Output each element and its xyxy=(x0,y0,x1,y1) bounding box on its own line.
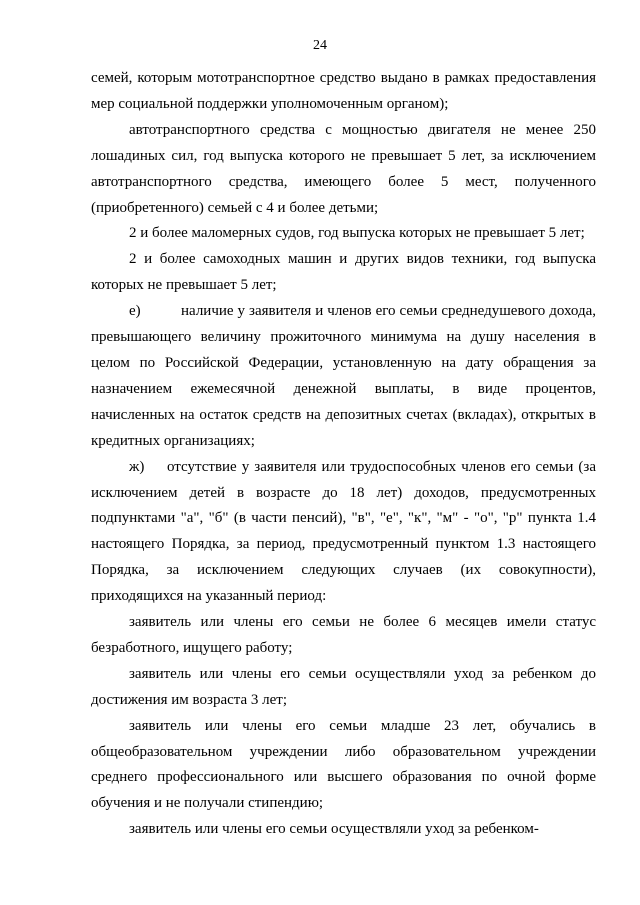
paragraph-text: заявитель или члены его семьи осуществляли уход за ребенком до достижения им возраста 3 лет; xyxy=(91,665,596,708)
paragraph-child-care xyxy=(91,662,596,714)
paragraph-text: заявитель или члены его семьи осуществляли уход за ребенком- xyxy=(129,821,539,838)
paragraph-text: заявитель или члены его семьи не более 6 месяцев имели статус безработного, ищущего работу; xyxy=(91,614,596,656)
paragraph-students xyxy=(91,714,596,818)
paragraph-text: автотранспортного средства с мощностью двигателя не менее 250 лошадиных сил, год выпуска которого не превышает 5 лет, за исключением автотранспортного средства, имеющего более 5 мест, полученного (приобретенного) семьей с 4 и более детьми; xyxy=(91,121,596,216)
paragraph-item-e xyxy=(91,299,596,454)
list-marker: ж) xyxy=(129,458,145,475)
paragraph-text: семей, которым мототранспортное средство выдано в рамках предоставления мер социальной поддержки уполномоченным органом); xyxy=(91,70,596,112)
paragraph-motor-vehicle xyxy=(91,118,596,222)
paragraph-continuation xyxy=(91,66,596,118)
paragraph-item-zh xyxy=(91,455,596,610)
page-number: 24 xyxy=(313,38,327,53)
paragraph-text: 2 и более маломерных судов, год выпуска которых не превышает 5 лет; xyxy=(129,225,585,242)
paragraph-child-care-continued xyxy=(91,817,596,843)
paragraph-small-vessels xyxy=(91,221,596,247)
paragraph-text: наличие у заявителя и членов его семьи среднедушевого дохода, превышающего величину прожиточного минимума на душу населения в целом по Российской Федерации, установленную на дату обращения за назначением ежемесячной денежной выплаты, в виде процентов, начисленных на остаток средств на депозитных счетах (вкладах), открытых в кредитных организациях; xyxy=(91,303,596,449)
document-body xyxy=(91,66,596,843)
paragraph-self-propelled-machines xyxy=(91,247,596,299)
paragraph-text: 2 и более самоходных машин и других видов техники, год выпуска которых не превышает 5 лет; xyxy=(91,251,596,294)
paragraph-text: заявитель или члены его семьи младше 23 лет, обучались в общеобразовательном учреждении либо образовательном учреждении среднего профессионального или высшего образования по очной форме обучения и не получали стипендию; xyxy=(91,717,596,812)
paragraph-unemployed xyxy=(91,610,596,662)
list-marker: е) xyxy=(129,303,141,320)
paragraph-text: отсутствие у заявителя или трудоспособных членов его семьи (за исключением детей в возрасте до 18 лет) доходов, предусмотренных подпунктами "а", "б" (в части пенсий), "в", "е", "к", "м" - "о", "р" пункта 1.4 настоящего Порядка, за период, предусмотренный пунктом 1.3 настоящего Порядка, за исключением следующих случаев (их совокупности), приходящихся на указанный период: xyxy=(91,458,596,605)
